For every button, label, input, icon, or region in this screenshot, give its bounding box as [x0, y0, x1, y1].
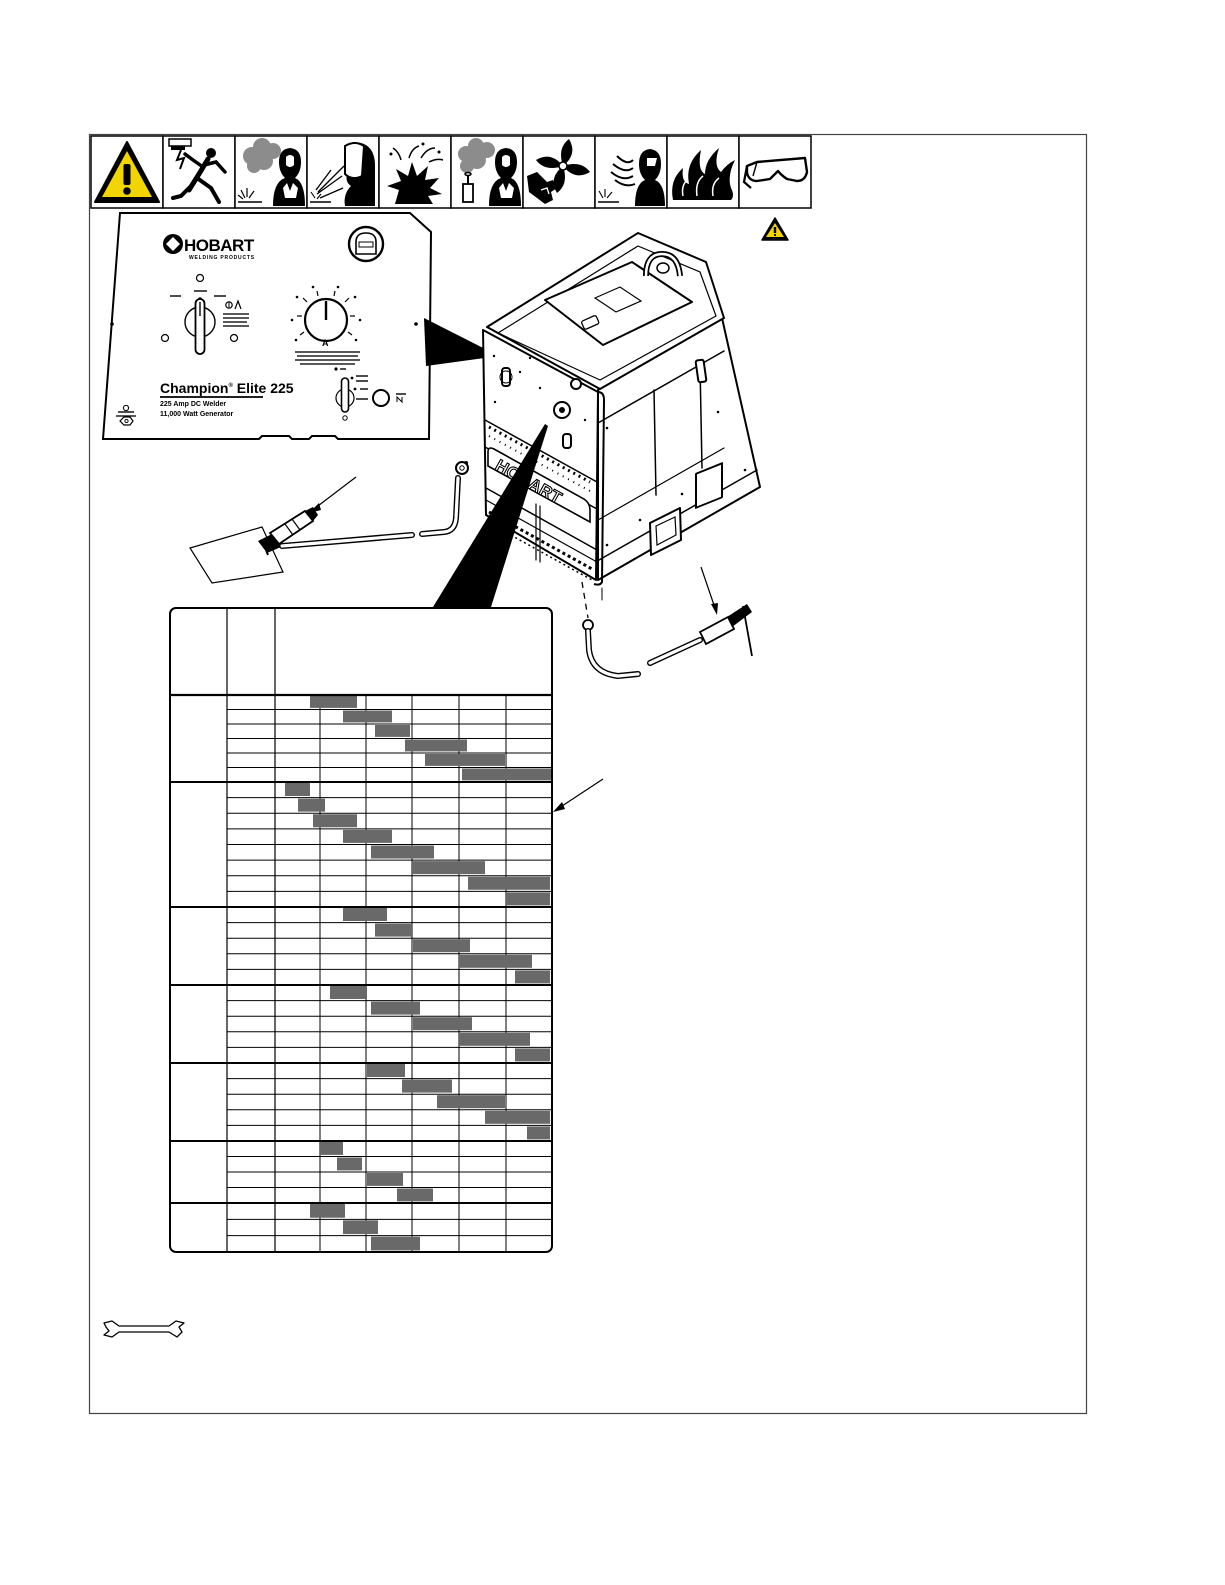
shade-bar	[320, 1142, 343, 1155]
arc-rays-icon	[307, 136, 379, 208]
shade-bar	[413, 939, 470, 952]
shade-bar	[375, 924, 412, 937]
model-name	[160, 380, 294, 396]
shade-bar	[459, 1033, 530, 1046]
moving-parts-icon	[523, 136, 595, 208]
shade-bar	[371, 846, 434, 859]
shade-bar	[343, 908, 387, 921]
workpiece	[190, 527, 283, 583]
shade-bar	[310, 696, 357, 708]
shade-bar	[343, 711, 392, 723]
shade-bar	[337, 1158, 362, 1171]
electrode-holder-assembly	[190, 462, 468, 583]
shade-bar	[298, 799, 325, 812]
shade-bar	[485, 1111, 550, 1124]
shade-bar	[425, 754, 505, 766]
work-clamp-assembly	[582, 582, 752, 676]
wrench-icon	[104, 1321, 184, 1337]
shade-bar	[367, 1173, 403, 1186]
shade-bar	[515, 1048, 550, 1061]
model-line-2: 11,000 Watt Generator	[160, 411, 234, 418]
fire-icon	[667, 136, 739, 208]
shade-bar	[330, 986, 367, 999]
explosion-icon	[379, 136, 451, 208]
clamp-callout-arrow	[701, 567, 718, 615]
engine-exhaust-icon	[451, 136, 523, 208]
dial-unit: A	[322, 338, 329, 348]
control-panel-drawing	[103, 213, 431, 439]
panel-brand-sub: WELDING PRODUCTS	[189, 255, 255, 261]
shade-bar	[459, 955, 532, 968]
panel-brand: HOBART	[184, 236, 254, 255]
safety-glasses-icon	[739, 136, 811, 208]
model-line-1: 225 Amp DC Welder	[160, 401, 227, 408]
model-name-b: Elite 225	[232, 380, 294, 396]
shade-bar	[413, 1017, 472, 1030]
shade-bar	[405, 740, 467, 752]
shade-bar	[468, 877, 550, 890]
hot-parts-icon	[595, 136, 667, 208]
electric-shock-icon	[163, 136, 235, 208]
shade-bar	[343, 830, 392, 843]
work-clamp	[700, 604, 752, 656]
shade-bar	[412, 861, 485, 874]
shade-bar	[313, 814, 357, 827]
electrode-chart-table	[170, 608, 552, 1252]
caution-icon	[762, 218, 788, 240]
shade-bar	[515, 970, 550, 983]
shade-bar	[343, 1220, 378, 1234]
hour-meter	[349, 227, 383, 261]
shade-bar	[437, 1095, 505, 1108]
shade-bar	[402, 1080, 452, 1093]
shade-bar	[375, 725, 410, 737]
electrode-callout-arrow	[309, 477, 356, 513]
model-registered-mark: ®	[228, 383, 233, 389]
shade-bar	[371, 1237, 420, 1251]
shade-bar	[310, 1204, 345, 1218]
welding-fumes-icon	[235, 136, 307, 208]
warning-icon	[91, 136, 163, 208]
shade-bar	[506, 892, 550, 905]
safety-icon-strip	[91, 136, 811, 208]
shade-bar	[397, 1189, 433, 1202]
shade-bar	[527, 1126, 550, 1139]
shade-bar	[285, 783, 310, 796]
shade-bar	[371, 1002, 420, 1015]
shade-bar	[462, 769, 552, 781]
shade-bar	[367, 1064, 405, 1077]
chart-callout-arrow	[553, 779, 603, 812]
model-name-a: Champion	[160, 380, 229, 396]
